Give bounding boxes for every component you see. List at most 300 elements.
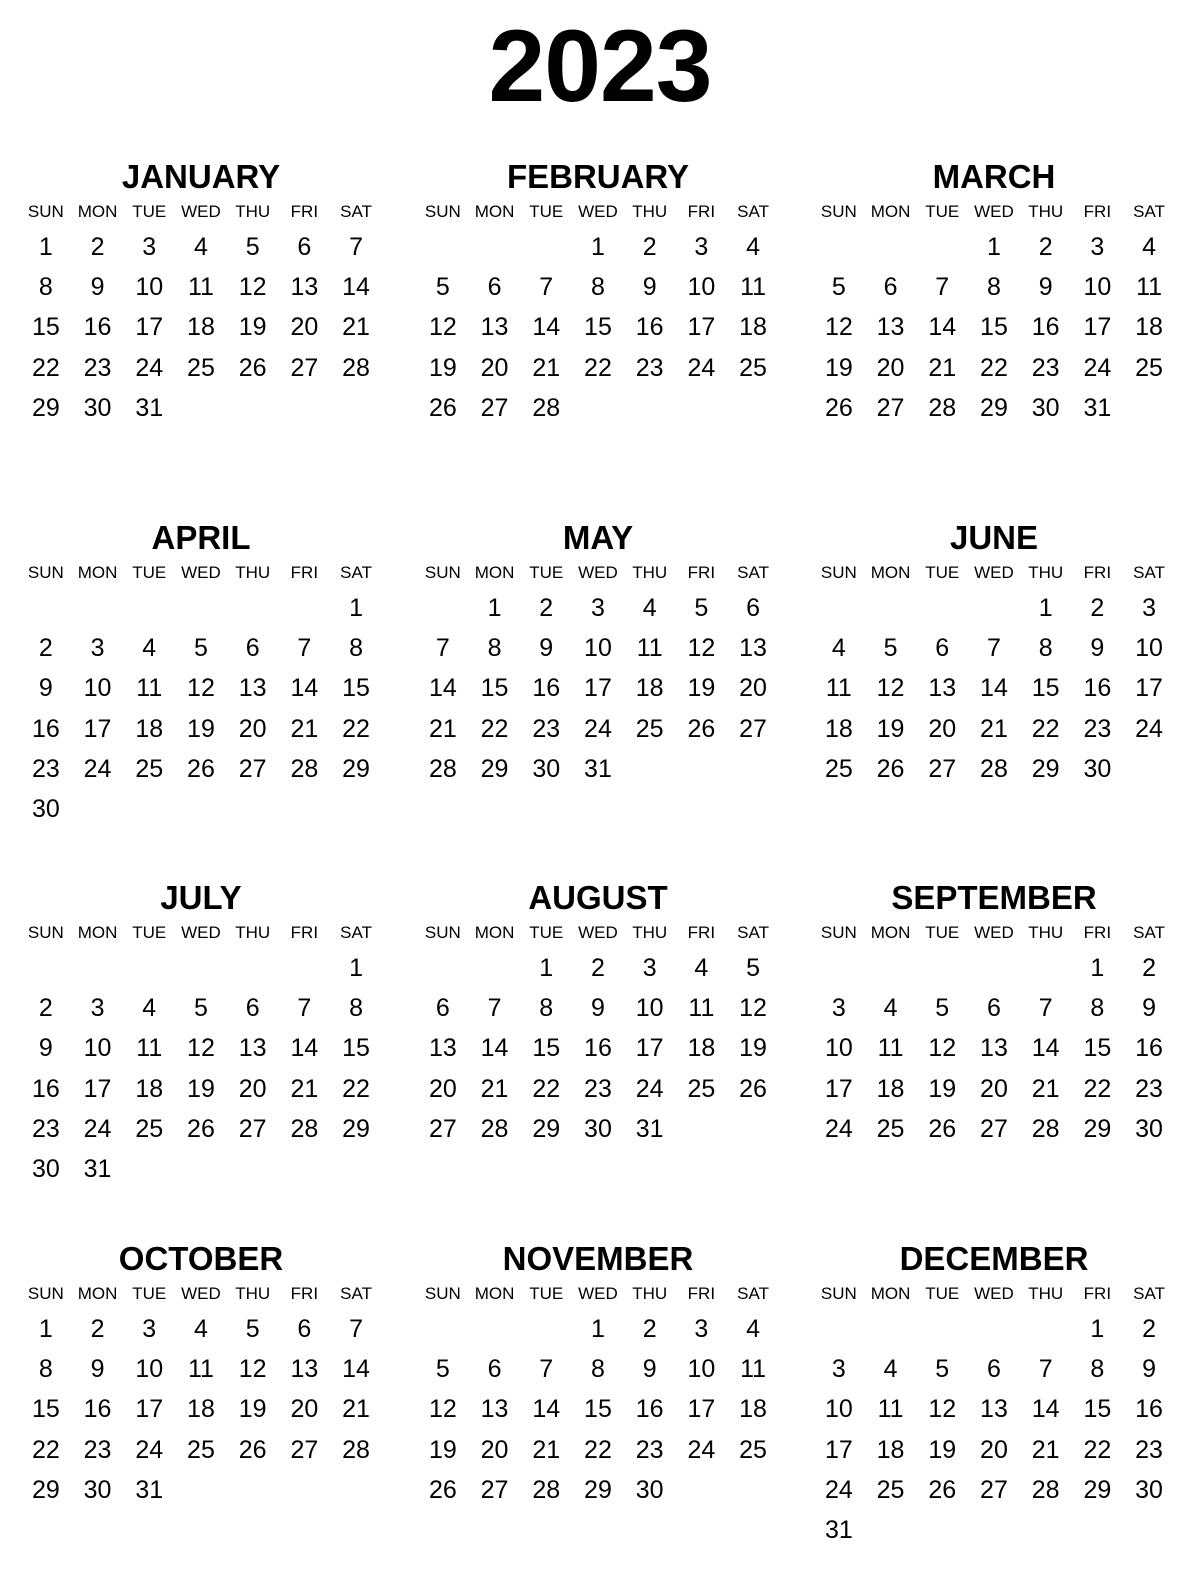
weekday-header (417, 201, 779, 223)
day-number: 4 (1142, 233, 1157, 261)
day-number: 24 (135, 353, 164, 382)
day-number: 18 (635, 674, 664, 703)
day-number: 27 (290, 1435, 319, 1464)
day-number: 25 (739, 353, 767, 382)
day-number: 29 (480, 754, 509, 783)
weekday-label: MON (474, 923, 515, 942)
day-number: 23 (1135, 1074, 1163, 1103)
month-name: NOVEMBER (502, 1240, 694, 1277)
day-number: 17 (83, 714, 112, 743)
day-number: 21 (342, 1395, 370, 1424)
day-number: 8 (38, 273, 53, 302)
day-number: 13 (480, 1395, 509, 1424)
day-number: 12 (928, 1395, 957, 1424)
day-number: 8 (539, 994, 554, 1023)
day-number: 12 (428, 313, 457, 342)
day-number: 27 (238, 754, 267, 783)
day-number: 6 (435, 994, 450, 1023)
empty-cell (865, 227, 917, 267)
day-number: 1 (539, 954, 554, 982)
empty-cell (813, 227, 865, 267)
weekday-label: THU (632, 202, 668, 221)
day-number: 25 (824, 754, 853, 783)
day-number: 1 (591, 1315, 605, 1343)
weekday-label: WED (578, 923, 618, 942)
month-name: JANUARY (121, 158, 281, 195)
weekday-header (813, 1283, 1175, 1305)
day-number: 16 (1031, 313, 1060, 342)
day-number: 19 (238, 313, 267, 342)
day-number: 30 (31, 1154, 60, 1183)
weekday-label: MON (77, 1284, 118, 1303)
day-number: 1 (38, 1315, 53, 1343)
day-number: 10 (687, 1355, 716, 1384)
day-number: 12 (824, 313, 853, 342)
day-number: 21 (980, 714, 1008, 743)
empty-cell (865, 588, 917, 628)
day-number: 27 (238, 1114, 267, 1143)
day-number: 5 (694, 594, 709, 622)
empty-cell (1020, 1309, 1072, 1349)
month-september (813, 878, 1175, 1218)
weekday-label: MON (870, 1284, 911, 1303)
day-number: 28 (290, 1114, 319, 1143)
day-grid (813, 588, 1175, 789)
day-number: 30 (532, 754, 561, 783)
day-number: 2 (1142, 954, 1157, 982)
day-number: 23 (584, 1074, 612, 1103)
day-number: 27 (480, 393, 509, 422)
day-number: 8 (1090, 994, 1105, 1023)
weekday-label: MON (77, 923, 118, 942)
weekday-label: SUN (424, 923, 461, 942)
day-number: 10 (1083, 273, 1112, 302)
day-number: 9 (1142, 994, 1157, 1023)
day-number: 25 (635, 714, 664, 743)
day-number: 31 (1083, 393, 1112, 422)
day-number: 16 (31, 714, 60, 743)
day-number: 13 (290, 273, 319, 302)
weekday-label: SAT (737, 1284, 769, 1303)
month-may (417, 518, 779, 858)
day-number: 5 (746, 954, 761, 982)
weekday-label: WED (181, 923, 221, 942)
weekday-header (20, 1283, 382, 1305)
day-number: 8 (487, 634, 502, 663)
day-number: 6 (245, 994, 260, 1023)
day-number: 1 (349, 594, 364, 622)
empty-cell (968, 1309, 1020, 1349)
day-number: 27 (480, 1475, 509, 1504)
empty-cell (417, 1309, 469, 1349)
day-number: 12 (739, 994, 767, 1023)
day-number: 17 (135, 1395, 164, 1424)
weekday-label: THU (1028, 202, 1064, 221)
weekday-header (20, 922, 382, 944)
weekday-label: MON (474, 202, 515, 221)
day-number: 26 (238, 1435, 267, 1464)
day-number: 8 (591, 273, 605, 302)
day-grid (20, 1309, 382, 1510)
day-number: 23 (635, 1435, 664, 1464)
day-number: 14 (1031, 1034, 1060, 1063)
empty-cell (279, 588, 331, 628)
day-number: 24 (83, 754, 112, 783)
day-number: 12 (238, 1355, 267, 1384)
day-number: 1 (487, 594, 502, 622)
day-number: 31 (824, 1515, 853, 1544)
day-number: 5 (435, 273, 450, 302)
day-number: 17 (687, 313, 716, 342)
month-name: FEBRUARY (506, 158, 690, 195)
day-number: 31 (584, 754, 612, 783)
month-name: JULY (160, 879, 242, 916)
day-number: 1 (38, 233, 53, 261)
weekday-label: WED (578, 563, 618, 582)
day-number: 17 (687, 1395, 716, 1424)
month-name: AUGUST (528, 879, 668, 916)
day-number: 6 (935, 634, 950, 663)
empty-cell (916, 227, 968, 267)
day-number: 17 (135, 313, 164, 342)
day-number: 3 (831, 1355, 846, 1384)
day-number: 6 (987, 1355, 1001, 1384)
weekday-header (417, 1283, 779, 1305)
weekday-label: TUE (529, 1284, 564, 1303)
day-number: 5 (935, 994, 950, 1023)
day-number: 11 (636, 634, 663, 663)
day-number: 12 (238, 273, 267, 302)
day-number: 22 (31, 353, 60, 382)
day-number: 3 (694, 233, 709, 261)
day-number: 8 (1090, 1355, 1105, 1384)
day-number: 9 (1038, 273, 1053, 302)
day-number: 11 (740, 273, 767, 302)
day-number: 31 (135, 1475, 164, 1504)
day-number: 2 (591, 954, 605, 982)
weekday-header (20, 201, 382, 223)
weekday-label: TUE (132, 923, 167, 942)
day-number: 11 (187, 1355, 214, 1384)
day-number: 19 (824, 353, 853, 382)
day-number: 3 (142, 233, 157, 261)
day-number: 18 (824, 714, 853, 743)
day-number: 24 (1135, 714, 1163, 743)
day-grid (813, 227, 1175, 428)
weekday-label: MON (870, 563, 911, 582)
month-name: APRIL (151, 519, 251, 556)
day-number: 17 (824, 1435, 853, 1464)
day-number: 24 (687, 1435, 716, 1464)
day-number: 15 (1083, 1034, 1112, 1063)
day-number: 12 (928, 1034, 957, 1063)
day-number: 4 (642, 594, 657, 622)
day-number: 24 (135, 1435, 164, 1464)
day-number: 30 (83, 393, 112, 422)
weekday-label: WED (181, 1284, 221, 1303)
day-number: 22 (31, 1435, 60, 1464)
month-name: SEPTEMBER (891, 879, 1097, 916)
weekday-label: SUN (424, 202, 461, 221)
day-number: 23 (31, 1114, 60, 1143)
day-number: 10 (584, 634, 612, 663)
day-number: 5 (245, 1315, 260, 1343)
day-number: 28 (342, 1435, 370, 1464)
day-number: 2 (1090, 594, 1105, 622)
day-number: 1 (1090, 1315, 1105, 1343)
day-number: 12 (187, 1034, 215, 1063)
day-number: 18 (739, 313, 767, 342)
day-number: 26 (928, 1475, 957, 1504)
day-number: 24 (584, 714, 612, 743)
weekday-label: TUE (925, 1284, 960, 1303)
weekday-label: SUN (820, 1284, 857, 1303)
empty-cell (279, 948, 331, 988)
day-number: 20 (480, 353, 509, 382)
day-number: 9 (90, 1355, 105, 1384)
day-number: 6 (987, 994, 1001, 1023)
weekday-label: WED (974, 1284, 1014, 1303)
weekday-label: THU (632, 563, 668, 582)
empty-cell (123, 948, 175, 988)
day-number: 23 (1135, 1435, 1163, 1464)
day-number: 24 (83, 1114, 112, 1143)
day-number: 26 (428, 1475, 457, 1504)
weekday-label: TUE (132, 202, 167, 221)
weekday-label: TUE (925, 923, 960, 942)
day-number: 7 (539, 1355, 554, 1384)
day-number: 13 (428, 1034, 457, 1063)
day-number: 21 (290, 714, 319, 743)
day-number: 21 (1031, 1074, 1060, 1103)
weekday-label: SUN (27, 202, 64, 221)
weekday-label: WED (578, 1284, 618, 1303)
empty-cell (520, 1309, 572, 1349)
day-number: 15 (532, 1034, 561, 1063)
day-grid (20, 588, 382, 829)
weekday-label: SAT (1133, 202, 1165, 221)
weekday-header (417, 922, 779, 944)
weekday-label: FRI (687, 1284, 716, 1303)
day-number: 18 (687, 1034, 716, 1063)
day-number: 6 (487, 273, 502, 302)
weekday-label: SUN (27, 1284, 64, 1303)
weekday-label: SAT (340, 202, 372, 221)
weekday-label: SAT (340, 563, 372, 582)
weekday-label: SUN (27, 563, 64, 582)
day-number: 22 (342, 1074, 370, 1103)
day-number: 7 (297, 634, 312, 663)
empty-cell (469, 948, 521, 988)
day-number: 17 (635, 1034, 664, 1063)
day-number: 7 (349, 1315, 364, 1343)
day-number: 27 (980, 1475, 1008, 1504)
day-number: 21 (342, 313, 370, 342)
day-number: 6 (883, 273, 898, 302)
day-number: 11 (187, 273, 214, 302)
day-number: 1 (1090, 954, 1105, 982)
day-number: 16 (31, 1074, 60, 1103)
day-number: 13 (876, 313, 905, 342)
day-number: 9 (38, 1034, 53, 1063)
day-number: 10 (824, 1395, 853, 1424)
day-number: 26 (876, 754, 905, 783)
day-number: 8 (349, 634, 364, 663)
day-number: 16 (1083, 674, 1112, 703)
day-number: 4 (694, 954, 709, 982)
day-number: 19 (428, 353, 457, 382)
weekday-label: FRI (290, 923, 319, 942)
day-number: 22 (584, 353, 612, 382)
day-number: 15 (1031, 674, 1060, 703)
day-number: 13 (739, 634, 767, 663)
weekday-label: WED (181, 202, 221, 221)
day-number: 7 (1038, 994, 1053, 1023)
weekday-label: SAT (340, 1284, 372, 1303)
day-number: 28 (980, 754, 1008, 783)
day-number: 27 (980, 1114, 1008, 1143)
day-number: 28 (532, 1475, 561, 1504)
day-number: 14 (1031, 1395, 1060, 1424)
day-number: 18 (135, 1074, 164, 1103)
day-number: 30 (635, 1475, 664, 1504)
empty-cell (813, 948, 865, 988)
day-number: 5 (435, 1355, 450, 1384)
empty-cell (417, 948, 469, 988)
weekday-header (813, 562, 1175, 584)
day-number: 10 (83, 1034, 112, 1063)
day-number: 24 (824, 1114, 853, 1143)
month-march (813, 157, 1175, 497)
day-number: 20 (238, 714, 267, 743)
day-number: 23 (532, 714, 561, 743)
day-number: 31 (635, 1114, 664, 1143)
day-number: 16 (532, 674, 561, 703)
day-number: 1 (349, 954, 364, 982)
weekday-label: WED (974, 923, 1014, 942)
weekday-label: SUN (424, 563, 461, 582)
empty-cell (865, 948, 917, 988)
day-number: 14 (480, 1034, 509, 1063)
empty-cell (20, 948, 72, 988)
day-number: 14 (980, 674, 1008, 703)
day-number: 29 (980, 393, 1008, 422)
day-number: 20 (739, 674, 767, 703)
day-number: 19 (739, 1034, 767, 1063)
month-november (417, 1239, 779, 1579)
month-december (813, 1239, 1175, 1579)
empty-cell (1020, 948, 1072, 988)
weekday-label: WED (974, 563, 1014, 582)
weekday-label: MON (870, 923, 911, 942)
day-number: 27 (928, 754, 957, 783)
day-number: 20 (428, 1074, 457, 1103)
day-number: 18 (876, 1074, 905, 1103)
day-number: 21 (928, 353, 957, 382)
weekday-label: FRI (687, 563, 716, 582)
day-number: 19 (187, 714, 215, 743)
day-number: 15 (31, 313, 60, 342)
day-number: 9 (90, 273, 105, 302)
day-number: 27 (739, 714, 767, 743)
day-number: 16 (83, 1395, 112, 1424)
day-number: 22 (532, 1074, 561, 1103)
weekday-label: FRI (1083, 202, 1112, 221)
weekday-label: MON (870, 202, 911, 221)
day-grid (20, 227, 382, 428)
weekday-header (417, 562, 779, 584)
day-grid (813, 948, 1175, 1149)
day-number: 17 (83, 1074, 112, 1103)
day-number: 16 (635, 313, 664, 342)
day-number: 2 (1142, 1315, 1157, 1343)
month-name: JUNE (949, 519, 1039, 556)
empty-cell (175, 948, 227, 988)
day-number: 17 (1135, 674, 1163, 703)
weekday-label: SUN (27, 923, 64, 942)
day-number: 5 (194, 634, 208, 663)
month-name: OCTOBER (118, 1240, 284, 1277)
weekday-label: THU (235, 202, 271, 221)
day-number: 10 (687, 273, 716, 302)
day-number: 11 (740, 1355, 767, 1384)
day-number: 15 (480, 674, 509, 703)
weekday-label: SAT (737, 923, 769, 942)
day-number: 7 (935, 273, 950, 302)
day-number: 29 (31, 1475, 60, 1504)
weekday-label: WED (578, 202, 618, 221)
day-number: 20 (980, 1074, 1008, 1103)
day-number: 4 (883, 1355, 898, 1384)
day-number: 13 (980, 1395, 1008, 1424)
weekday-label: SAT (1133, 1284, 1165, 1303)
day-number: 23 (83, 1435, 112, 1464)
day-number: 13 (928, 674, 957, 703)
day-number: 19 (928, 1435, 957, 1464)
weekday-header (813, 922, 1175, 944)
empty-cell (916, 948, 968, 988)
day-number: 9 (539, 634, 554, 663)
day-number: 11 (688, 994, 715, 1023)
day-number: 2 (38, 994, 53, 1023)
weekday-label: SAT (737, 202, 769, 221)
day-number: 10 (824, 1034, 853, 1063)
day-number: 12 (428, 1395, 457, 1424)
day-grid (813, 1309, 1175, 1550)
weekday-label: TUE (529, 563, 564, 582)
weekday-label: FRI (1083, 1284, 1112, 1303)
day-number: 8 (38, 1355, 53, 1384)
day-number: 19 (238, 1395, 267, 1424)
weekday-label: WED (974, 202, 1014, 221)
day-number: 14 (532, 1395, 561, 1424)
day-number: 11 (1136, 273, 1163, 302)
day-number: 27 (290, 353, 319, 382)
day-number: 3 (642, 954, 657, 982)
day-number: 14 (290, 674, 319, 703)
empty-cell (417, 588, 469, 628)
day-number: 28 (480, 1114, 509, 1143)
day-number: 29 (31, 393, 60, 422)
day-number: 9 (642, 1355, 657, 1384)
weekday-label: FRI (290, 1284, 319, 1303)
weekday-label: THU (1028, 563, 1064, 582)
day-number: 25 (739, 1435, 767, 1464)
day-number: 4 (194, 233, 208, 261)
weekday-label: SAT (1133, 923, 1165, 942)
day-number: 12 (687, 634, 716, 663)
day-grid (417, 1309, 779, 1510)
